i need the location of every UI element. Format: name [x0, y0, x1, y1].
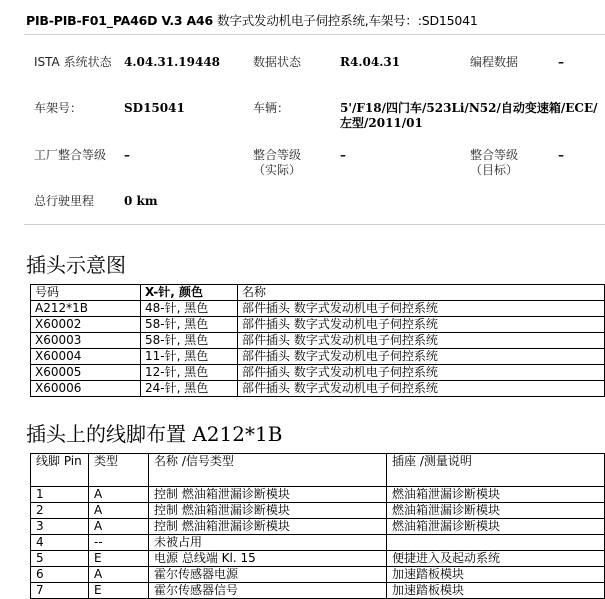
cell: 11-针, 黑色: [141, 349, 238, 365]
cell: 4: [31, 535, 89, 551]
cell: 部件插头 数字式发动机电子伺控系统: [238, 365, 605, 381]
pin-table: [30, 453, 605, 599]
cell: --: [89, 535, 149, 551]
col-header-signal: 名称 /信号类型: [149, 454, 387, 487]
cell: 部件插头 数字式发动机电子伺控系统: [238, 317, 605, 333]
header-code: PIB-PIB-F01_PA46D V.3 A46: [26, 13, 213, 28]
table-row: [31, 583, 605, 599]
cell: 12-针, 黑色: [141, 365, 238, 381]
document-header: [26, 11, 478, 29]
cell: A: [89, 519, 149, 535]
data-status-label: 数据状态: [253, 55, 302, 69]
col-header-pin: 线脚 Pin: [31, 454, 89, 487]
cell: E: [89, 551, 149, 567]
cell: X60004: [31, 349, 141, 365]
vehicle-label: 车辆：: [253, 101, 290, 115]
cell: 未被占用: [149, 535, 387, 551]
cell: 3: [31, 519, 89, 535]
cell: 58-针, 黑色: [141, 317, 238, 333]
col-header-number: 号码: [31, 285, 141, 301]
cell: 2: [31, 503, 89, 519]
factory-value: –: [124, 148, 130, 162]
cell: 48-针, 黑色: [141, 301, 238, 317]
data-status-value: R4.04.31: [340, 55, 401, 69]
cell: 部件插头 数字式发动机电子伺控系统: [238, 301, 605, 317]
table-row: [31, 317, 605, 333]
cell: 1: [31, 487, 89, 503]
vin-label: 车架号：: [34, 101, 83, 115]
cell: 控制 燃油箱泄漏诊断模块: [149, 503, 387, 519]
table-row: [31, 487, 605, 503]
cell: [387, 535, 605, 551]
cell: A: [89, 487, 149, 503]
integration-target-label: 整合等级（目标）: [470, 148, 519, 177]
cell: 电源 总线端 Kl. 15: [149, 551, 387, 567]
programming-label: 编程数据: [470, 55, 519, 69]
cell: 7: [31, 583, 89, 599]
vin-value: SD15041: [124, 101, 185, 115]
table-row: [31, 503, 605, 519]
ista-value: 4.04.31.19448: [124, 55, 221, 69]
cell: A212*1B: [31, 301, 141, 317]
table-row: [31, 349, 605, 365]
col-header-pins-color: X-针, 颜色: [141, 285, 238, 301]
integration-target-value: –: [558, 148, 564, 162]
programming-value: –: [558, 55, 564, 69]
cell: 24-针, 黑色: [141, 381, 238, 397]
cell: 便捷进入及起动系统: [387, 551, 605, 567]
table-row: [31, 551, 605, 567]
cell: 部件插头 数字式发动机电子伺控系统: [238, 349, 605, 365]
cell: X60005: [31, 365, 141, 381]
cell: 58-针, 黑色: [141, 333, 238, 349]
cell: 霍尔传感器电源: [149, 567, 387, 583]
integration-actual-value: –: [340, 148, 346, 162]
cell: 控制 燃油箱泄漏诊断模块: [149, 487, 387, 503]
section-title-connector-diagram: 插头示意图: [26, 253, 126, 277]
cell: 5: [31, 551, 89, 567]
cell: 加速踏板模块: [387, 583, 605, 599]
connector-table: [30, 284, 605, 397]
cell: E: [89, 583, 149, 599]
mileage-label: 总行驶里程: [34, 194, 95, 208]
table-row: [31, 535, 605, 551]
integration-actual-label: 整合等级（实际）: [253, 148, 302, 177]
table-row: [31, 567, 605, 583]
table-row: [31, 365, 605, 381]
info-divider: [24, 224, 605, 225]
cell: 燃油箱泄漏诊断模块: [387, 503, 605, 519]
cell: 部件插头 数字式发动机电子伺控系统: [238, 333, 605, 349]
col-header-name: 名称: [238, 285, 605, 301]
ista-label: ISTA 系统状态: [34, 55, 112, 69]
cell: 霍尔传感器信号: [149, 583, 387, 599]
factory-label: 工厂整合等级: [34, 148, 107, 162]
section-title-pin-assignment: 插头上的线脚布置 A212*1B: [26, 422, 283, 446]
header-description: 数字式发动机电子伺控系统,车架号：:SD15041: [217, 13, 478, 28]
cell: X60003: [31, 333, 141, 349]
table-header-row: [31, 454, 605, 487]
table-row: [31, 333, 605, 349]
cell: A: [89, 567, 149, 583]
table-header-row: [31, 285, 605, 301]
table-row: [31, 519, 605, 535]
cell: 6: [31, 567, 89, 583]
cell: 控制 燃油箱泄漏诊断模块: [149, 519, 387, 535]
cell: 燃油箱泄漏诊断模块: [387, 519, 605, 535]
vehicle-value: 5'/F18/四门车/523Li/N52/自动变速箱/ECE/左型/2011/01: [340, 101, 598, 130]
cell: X60002: [31, 317, 141, 333]
col-header-type: 类型: [89, 454, 149, 487]
cell: 燃油箱泄漏诊断模块: [387, 487, 605, 503]
header-divider: [24, 34, 605, 35]
table-row: [31, 301, 605, 317]
mileage-value: 0 km: [124, 194, 158, 208]
cell: X60006: [31, 381, 141, 397]
cell: A: [89, 503, 149, 519]
table-row: [31, 381, 605, 397]
col-header-socket: 插座 /测量说明: [387, 454, 605, 487]
cell: 部件插头 数字式发动机电子伺控系统: [238, 381, 605, 397]
cell: 加速踏板模块: [387, 567, 605, 583]
